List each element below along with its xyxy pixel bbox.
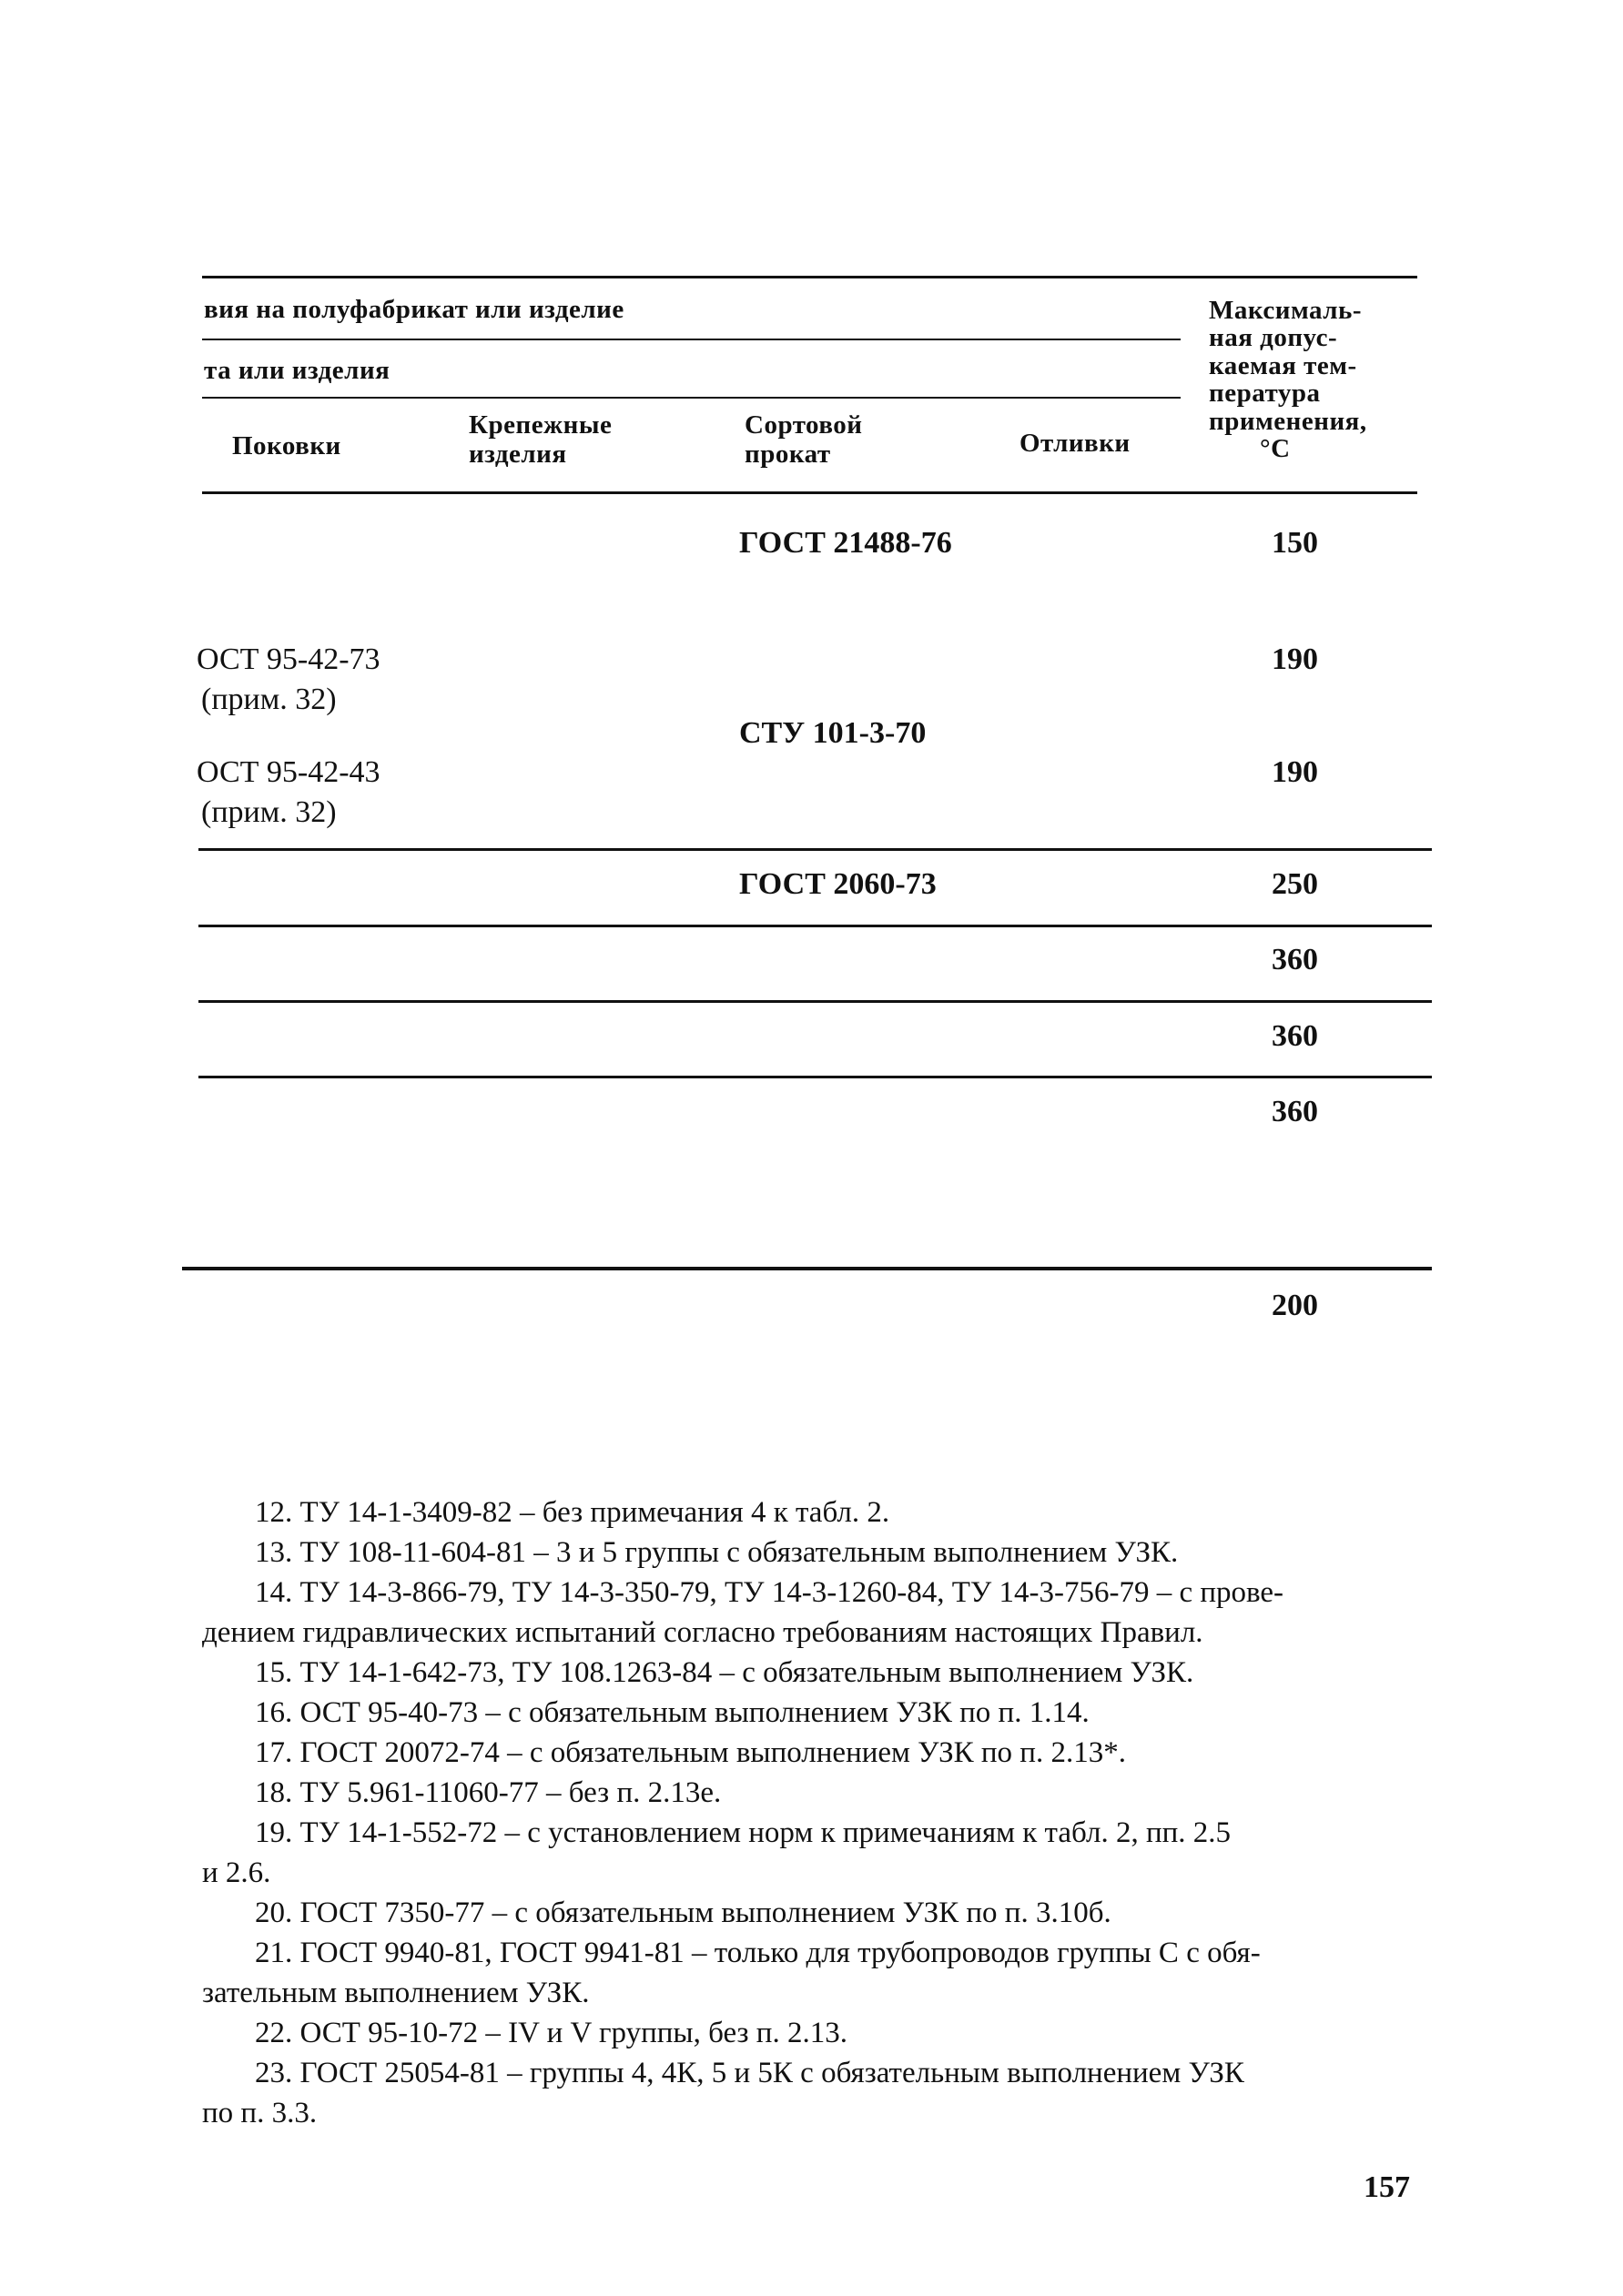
note-14-cont: дением гидравлических испытаний согласно требованиям настоящих Правил. bbox=[202, 1616, 1203, 1649]
row3-temp: 250 bbox=[1272, 867, 1318, 901]
note-18 bbox=[202, 1773, 1422, 1813]
note-13 bbox=[202, 1532, 1422, 1573]
note-12-text: 12. ТУ 14-1-3409-82 – без примечания 4 к табл. 2. bbox=[255, 1496, 890, 1529]
row7-temp: 200 bbox=[1272, 1289, 1318, 1322]
note-12 bbox=[202, 1492, 1422, 1532]
note-23-cont: по п. 3.3. bbox=[202, 2097, 318, 2129]
note-20 bbox=[202, 1893, 1422, 1933]
row-rule-2 bbox=[198, 925, 1432, 927]
table-top-rule bbox=[202, 276, 1417, 278]
row-rule-1 bbox=[198, 848, 1432, 851]
header-second-label: та или изделия bbox=[204, 356, 391, 385]
header-top-label: вия на полуфабрикат или изделие bbox=[204, 295, 624, 324]
note-13-text: 13. ТУ 108-11-604-81 – 3 и 5 группы с обязательным выполнением УЗК. bbox=[255, 1536, 1179, 1569]
note-15 bbox=[202, 1653, 1422, 1693]
note-22-text: 22. ОСТ 95-10-72 – IV и V группы, без п. 2.13. bbox=[255, 2017, 847, 2049]
note-18-text: 18. ТУ 5.961-11060-77 – без п. 2.13е. bbox=[255, 1776, 722, 1809]
column-header-sortovoy bbox=[745, 411, 863, 470]
max-temp-line5: применения, bbox=[1209, 406, 1367, 436]
column-header-krepezh-line1: Крепежные bbox=[469, 410, 613, 440]
row2-temp-2: 190 bbox=[1272, 755, 1318, 789]
max-temp-line3: каемая тем- bbox=[1209, 350, 1357, 380]
row2-pokovki-1-note: (прим. 32) bbox=[201, 683, 337, 716]
column-header-krepezh bbox=[469, 411, 612, 470]
note-19 bbox=[202, 1813, 1422, 1893]
note-16 bbox=[202, 1693, 1422, 1733]
note-21 bbox=[202, 1933, 1422, 2013]
note-14 bbox=[202, 1573, 1422, 1653]
row-rule-4 bbox=[198, 1076, 1432, 1078]
note-19-text: 19. ТУ 14-1-552-72 – с установлением норм к примечаниям к табл. 2, пп. 2.5 bbox=[255, 1816, 1232, 1849]
note-23 bbox=[202, 2053, 1422, 2133]
row3-sortovoy: ГОСТ 2060-73 bbox=[739, 867, 937, 901]
row2-pokovki-2-note: (прим. 32) bbox=[201, 795, 337, 829]
column-header-sortovoy-line2: прокат bbox=[745, 439, 831, 469]
row1-temp: 150 bbox=[1272, 526, 1318, 560]
note-23-text: 23. ГОСТ 25054-81 – группы 4, 4К, 5 и 5К с обязательным выполнением УЗК bbox=[255, 2057, 1244, 2089]
max-temp-line6: °С bbox=[1260, 434, 1291, 464]
column-header-sortovoy-line1: Сортовой bbox=[745, 410, 863, 440]
column-header-max-temp bbox=[1209, 297, 1367, 463]
row-rule-3 bbox=[198, 1000, 1432, 1003]
max-temp-line1: Максималь- bbox=[1209, 296, 1363, 325]
note-21-text: 21. ГОСТ 9940-81, ГОСТ 9941-81 – только для трубопроводов группы С с обя- bbox=[255, 1937, 1261, 1969]
row2-pokovki-1: ОСТ 95-42-73 bbox=[197, 642, 380, 676]
column-header-otlivki: Отливки bbox=[1019, 429, 1131, 458]
note-16-text: 16. ОСТ 95-40-73 – с обязательным выполнением УЗК по п. 1.14. bbox=[255, 1696, 1090, 1729]
note-15-text: 15. ТУ 14-1-642-73, ТУ 108.1263-84 – с обязательным выполнением УЗК. bbox=[255, 1656, 1194, 1689]
note-21-cont: зательным выполнением УЗК. bbox=[202, 1977, 590, 2009]
max-temp-line2: ная допус- bbox=[1209, 323, 1338, 353]
header-bottom-rule bbox=[202, 491, 1417, 494]
row1-sortovoy: ГОСТ 21488-76 bbox=[739, 526, 952, 560]
note-19-cont: и 2.6. bbox=[202, 1856, 271, 1889]
column-header-krepezh-line2: изделия bbox=[469, 439, 567, 469]
row5-temp: 360 bbox=[1272, 1019, 1318, 1053]
row2-pokovki-2: ОСТ 95-42-43 bbox=[197, 755, 380, 789]
note-17 bbox=[202, 1733, 1422, 1773]
row2-temp-1: 190 bbox=[1272, 642, 1318, 676]
row6-temp: 360 bbox=[1272, 1095, 1318, 1128]
note-20-text: 20. ГОСТ 7350-77 – с обязательным выполнением УЗК по п. 3.10б. bbox=[255, 1896, 1111, 1929]
note-22 bbox=[202, 2013, 1422, 2053]
row4-temp: 360 bbox=[1272, 943, 1318, 976]
column-header-pokovki: Поковки bbox=[232, 431, 341, 460]
page-number: 157 bbox=[1364, 2170, 1410, 2204]
note-14-text: 14. ТУ 14-3-866-79, ТУ 14-3-350-79, ТУ 14-3-1260-84, ТУ 14-3-756-79 – с прове- bbox=[255, 1576, 1284, 1609]
note-17-text: 17. ГОСТ 20072-74 – с обязательным выполнением УЗК по п. 2.13*. bbox=[255, 1736, 1126, 1769]
row-rule-5 bbox=[182, 1267, 1432, 1270]
max-temp-line4: пература bbox=[1209, 379, 1321, 409]
header-rule-1 bbox=[202, 339, 1181, 340]
row2-sortovoy: СТУ 101-3-70 bbox=[739, 716, 927, 750]
header-rule-2 bbox=[202, 397, 1181, 399]
